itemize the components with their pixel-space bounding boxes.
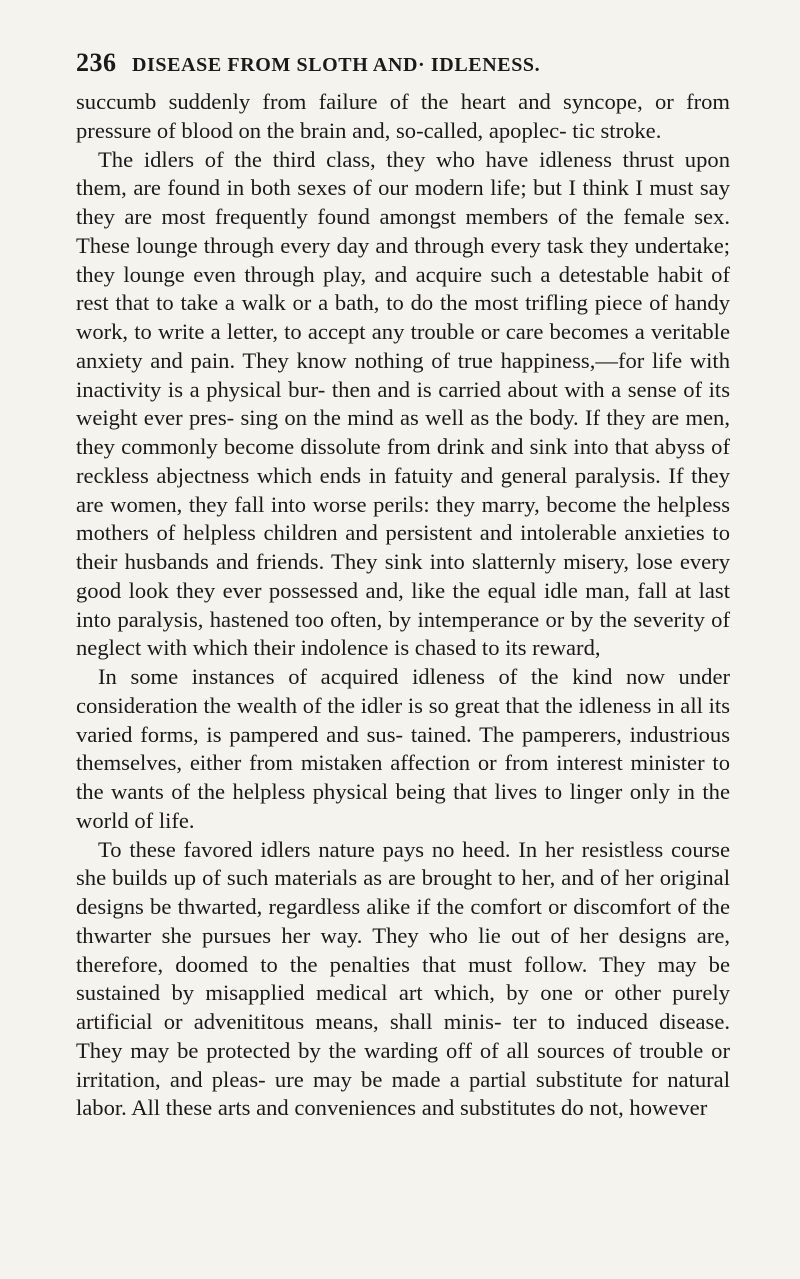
paragraph-continuation: succumb suddenly from failure of the heart and syncope, or from pressure of blood on the brain and, so-called, apoplec- tic stroke.	[76, 89, 730, 143]
book-page	[76, 48, 730, 1123]
running-head: DISEASE FROM SLOTH AND· IDLENESS.	[132, 54, 541, 76]
body-text	[76, 88, 730, 1123]
paragraph-idlers-third-class: The idlers of the third class, they who have idleness thrust upon them, are found in both sexes of our modern life; but I think I must say they are most frequently found amongst members of the female sex. These lounge through every day and through every task they undertake; they lounge even through play, and acquire such a detestable habit of rest that to take a walk or a bath, to do the most trifling piece of handy work, to write a letter, to accept any trouble or care becomes a veritable anxiety and pain. They know nothing of true happiness,—for life with inactivity is a physical bur- then and is carried about with a sense of its weight ever pres- sing on the mind as well as the body. If they are men, they commonly become dissolute from drink and sink into that abyss of reckless abjectness which ends in fatuity and general paralysis. If they are women, they fall into worse perils: they marry, become the helpless mothers of helpless children and persistent and intolerable anxieties to their husbands and friends. They sink into slatternly misery, lose every good look they ever possessed and, like the equal idle man, fall at last into paralysis, hastened too often, by intemperance or by the severity of neglect with which their indolence is chased to its reward,	[76, 146, 730, 661]
paragraph-acquired-idleness: In some instances of acquired idleness of the kind now under consideration the wealth of the idler is so great that the idleness in all its varied forms, is pampered and sus- tained. The pamperers, industrious themselves, either from mistaken affection or from interest minister to the wants of the helpless physical being that lives to linger only in the world of life.	[76, 664, 730, 833]
paragraph-favored-idlers: To these favored idlers nature pays no heed. In her resistless course she builds up of such materials as are brought to her, and of her original designs be thwarted, regardless alike if the comfort or discomfort of the thwarter she pursues her way. They who lie out of her designs are, therefore, doomed to the penalties that must follow. They may be sustained by misapplied medical art which, by one or other purely artificial or advenititous means, shall minis- ter to induced disease. They may be protected by the warding off of all sources of trouble or irritation, and pleas- ure may be made a partial substitute for natural labor. All these arts and conveniences and substitutes do not, however	[76, 836, 730, 1121]
page-number: 236	[76, 48, 117, 77]
page-header	[76, 48, 730, 84]
